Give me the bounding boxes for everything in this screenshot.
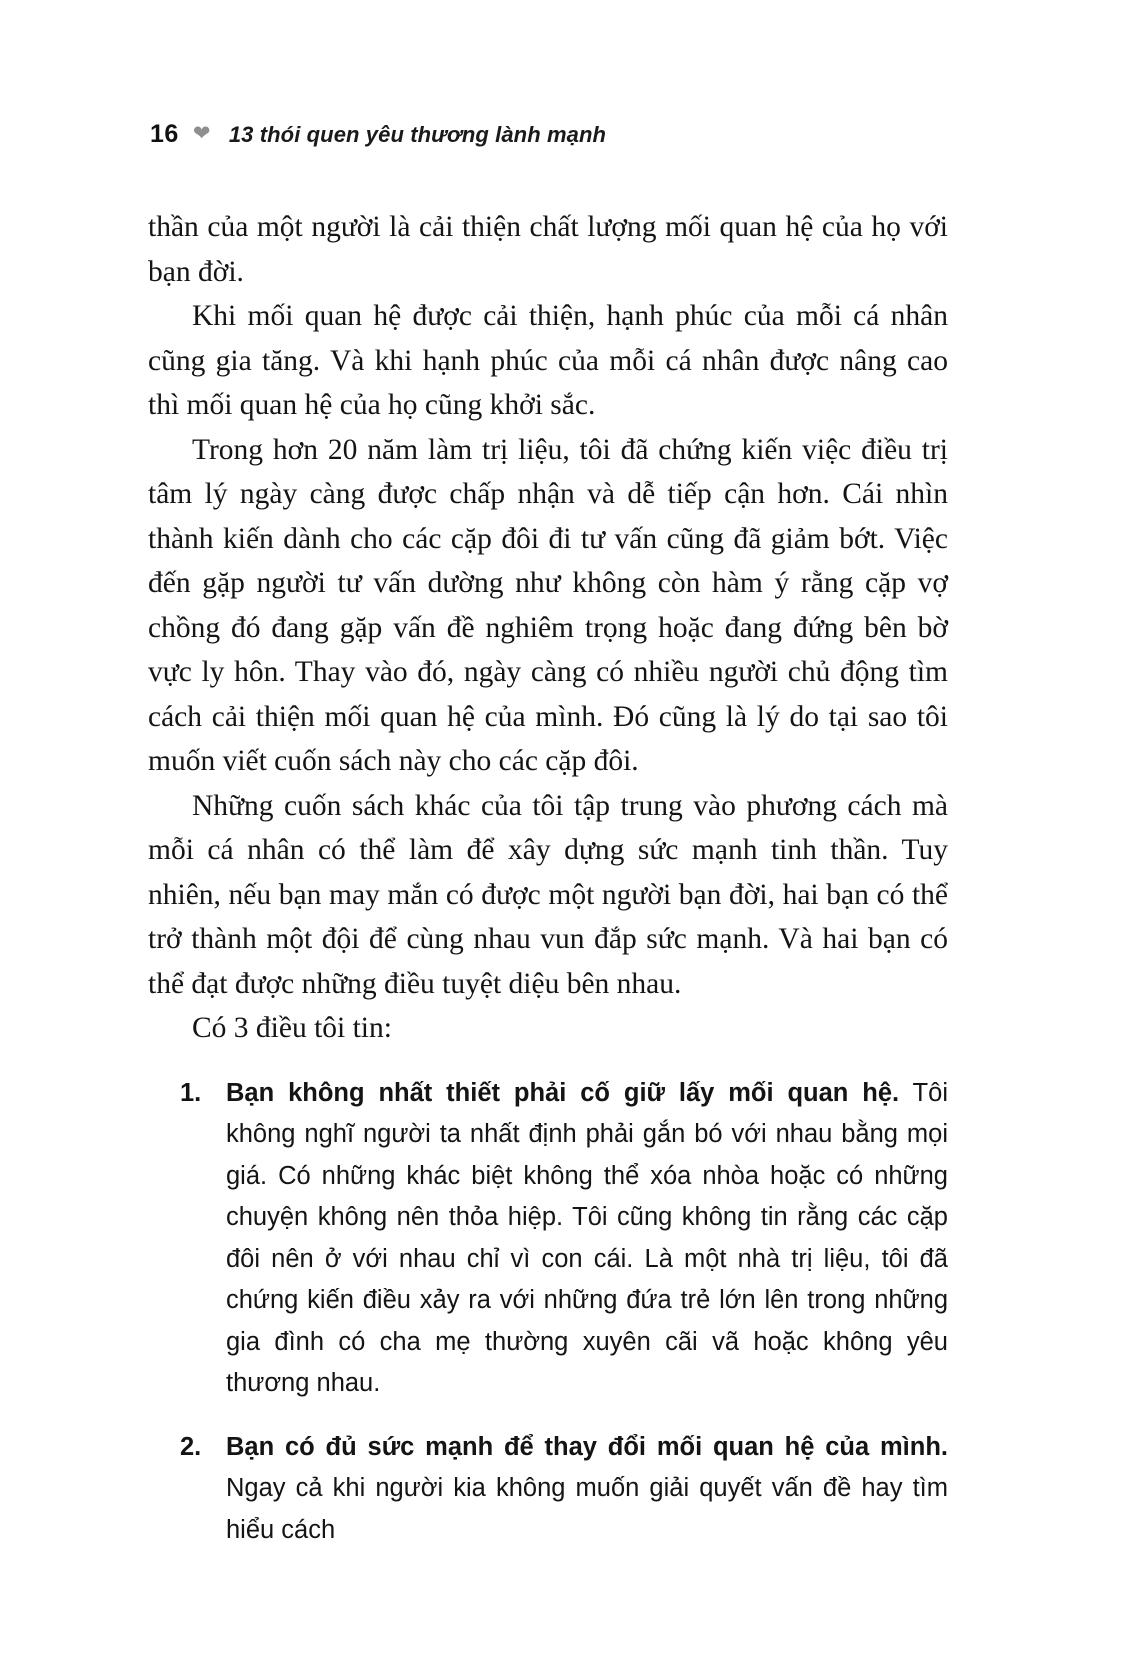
page-number: 16	[150, 120, 179, 148]
list-item-number: 1.	[180, 1078, 202, 1107]
heart-icon: ❤	[192, 120, 211, 145]
list-item-lead: Bạn có đủ sức mạnh để thay đổi mối quan hệ của mình.	[226, 1432, 948, 1461]
list-item	[148, 1427, 948, 1552]
list-item-text: Tôi không nghĩ người ta nhất định phải gắn bó với nhau bằng mọi giá. Có những khác biệt không thể xóa nhòa hoặc có những chuyện không nên thỏa hiệp. Tôi cũng không tin rằng các cặp đôi nên ở với nhau chỉ vì con cái. Là một nhà trị liệu, tôi đã chứng kiến điều xảy ra với những đứa trẻ lớn lên trong những gia đình có cha mẹ thường xuyên cãi vã hoặc không yêu thương nhau.	[226, 1078, 948, 1397]
paragraph: Khi mối quan hệ được cải thiện, hạnh phúc của mỗi cá nhân cũng gia tăng. Và khi hạnh phúc của mỗi cá nhân được nâng cao thì mối quan hệ của họ cũng khởi sắc.	[148, 300, 948, 421]
page-header	[150, 120, 606, 149]
list-item-lead: Bạn không nhất thiết phải cố giữ lấy mối quan hệ.	[226, 1078, 900, 1107]
paragraph: Có 3 điều tôi tin:	[192, 1012, 392, 1044]
paragraph: Những cuốn sách khác của tôi tập trung vào phương cách mà mỗi cá nhân có thể làm để xây dựng sức mạnh tinh thần. Tuy nhiên, nếu bạn may mắn có được một người bạn đời, hai bạn có thể trở thành một đội để cùng nhau vun đắp sức mạnh. Và hai bạn có thể đạt được những điều tuyệt diệu bên nhau.	[148, 789, 948, 1000]
list-item-number: 2.	[180, 1432, 202, 1461]
numbered-list	[148, 1073, 948, 1552]
list-item-text: Ngay cả khi người kia không muốn giải quyết vấn đề hay tìm hiểu cách	[226, 1474, 948, 1544]
page-body	[148, 205, 948, 1551]
list-item	[148, 1073, 948, 1405]
running-title: 13 thói quen yêu thương lành mạnh	[228, 121, 607, 147]
paragraph: Trong hơn 20 năm làm trị liệu, tôi đã chứng kiến việc điều trị tâm lý ngày càng được chấp nhận và dễ tiếp cận hơn. Cái nhìn thành kiến dành cho các cặp đôi đi tư vấn cũng đã giảm bớt. Việc đến gặp người tư vấn dường như không còn hàm ý rằng cặp vợ chồng đó đang gặp vấn đề nghiêm trọng hoặc đang đứng bên bờ vực ly hôn. Thay vào đó, ngày càng có nhiều người chủ động tìm cách cải thiện mối quan hệ của mình. Đó cũng là lý do tại sao tôi muốn viết cuốn sách này cho các cặp đôi.	[148, 433, 948, 777]
paragraph: thần của một người là cải thiện chất lượng mối quan hệ của họ với bạn đời.	[148, 211, 948, 288]
